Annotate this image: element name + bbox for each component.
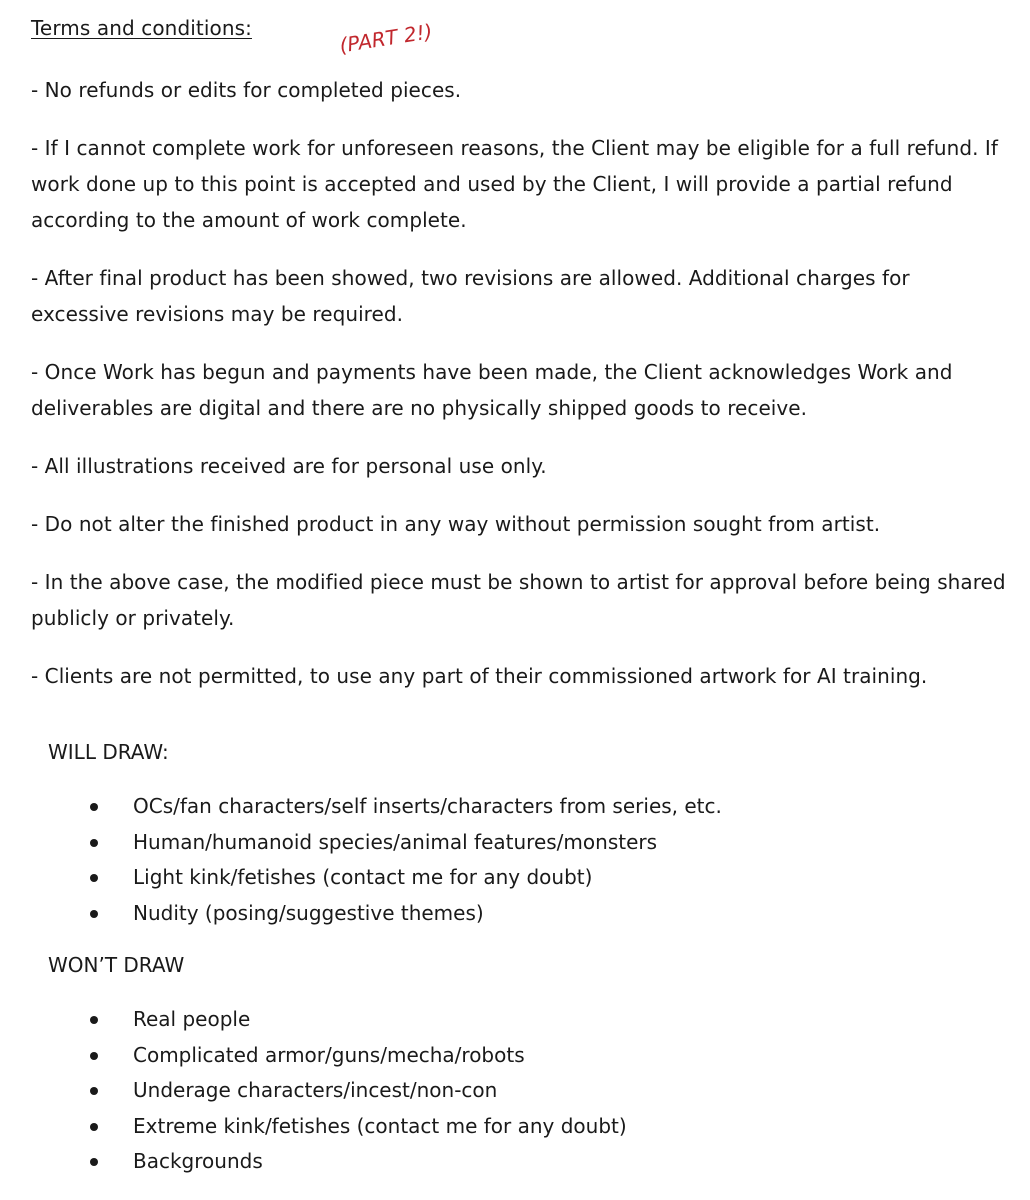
wont-draw-item-text: Complicated armor/guns/mecha/robots	[133, 1042, 525, 1067]
will-draw-item-text: Human/humanoid species/animal features/monsters	[133, 829, 658, 854]
term-item: - In the above case, the modified piece must be shown to artist for approval before being shared publicly or privately.	[31, 570, 1006, 630]
term-item: - No refunds or edits for completed pieces.	[31, 78, 462, 102]
bullet-icon	[90, 1158, 98, 1166]
bullet-icon	[90, 910, 98, 918]
bullet-icon	[90, 803, 98, 811]
bullet-icon	[90, 1016, 98, 1024]
wont-draw-item-text: Real people	[133, 1007, 251, 1031]
will-draw-title: WILL DRAW:	[48, 740, 169, 764]
term-item: - All illustrations received are for personal use only.	[31, 454, 547, 478]
term-item: - Do not alter the finished product in any way without permission sought from artist.	[31, 512, 881, 536]
annotation-text: (PART 2!)	[337, 19, 434, 58]
wont-draw-item-text: Underage characters/incest/non-con	[133, 1078, 498, 1103]
will-draw-item-text: OCs/fan characters/self inserts/characters from series, etc.	[133, 794, 722, 818]
will-draw-item-text: Nudity (posing/suggestive themes)	[133, 900, 484, 925]
term-item: - If I cannot complete work for unforeseen reasons, the Client may be eligible for a full refund. If work done up to this point is accepted and used by the Client, I will provide a partial refund according to the amount of work complete.	[31, 136, 998, 232]
bullet-icon	[90, 1087, 98, 1095]
bullet-icon	[90, 874, 98, 882]
will-draw-item-text: Light kink/fetishes (contact me for any doubt)	[133, 865, 593, 890]
wont-draw-item-text: Backgrounds	[133, 1149, 263, 1174]
bullet-icon	[90, 1123, 98, 1131]
terms-heading: Terms and conditions:	[31, 16, 252, 40]
wont-draw-item-text: Extreme kink/fetishes (contact me for any doubt)	[133, 1113, 627, 1138]
term-item: - Once Work has begun and payments have been made, the Client acknowledges Work and deliverables are digital and there are no physically shipped goods to receive.	[31, 360, 953, 420]
bullet-icon	[90, 1052, 98, 1060]
wont-draw-title: WON’T DRAW	[48, 953, 185, 977]
handwritten-annotation	[337, 8, 477, 64]
term-item: - After final product has been showed, two revisions are allowed. Additional charges for excessive revisions may be required.	[31, 266, 910, 326]
bullet-icon	[90, 839, 98, 847]
terms-list	[31, 72, 1006, 716]
term-item: - Clients are not permitted, to use any part of their commissioned artwork for AI training.	[31, 664, 928, 688]
